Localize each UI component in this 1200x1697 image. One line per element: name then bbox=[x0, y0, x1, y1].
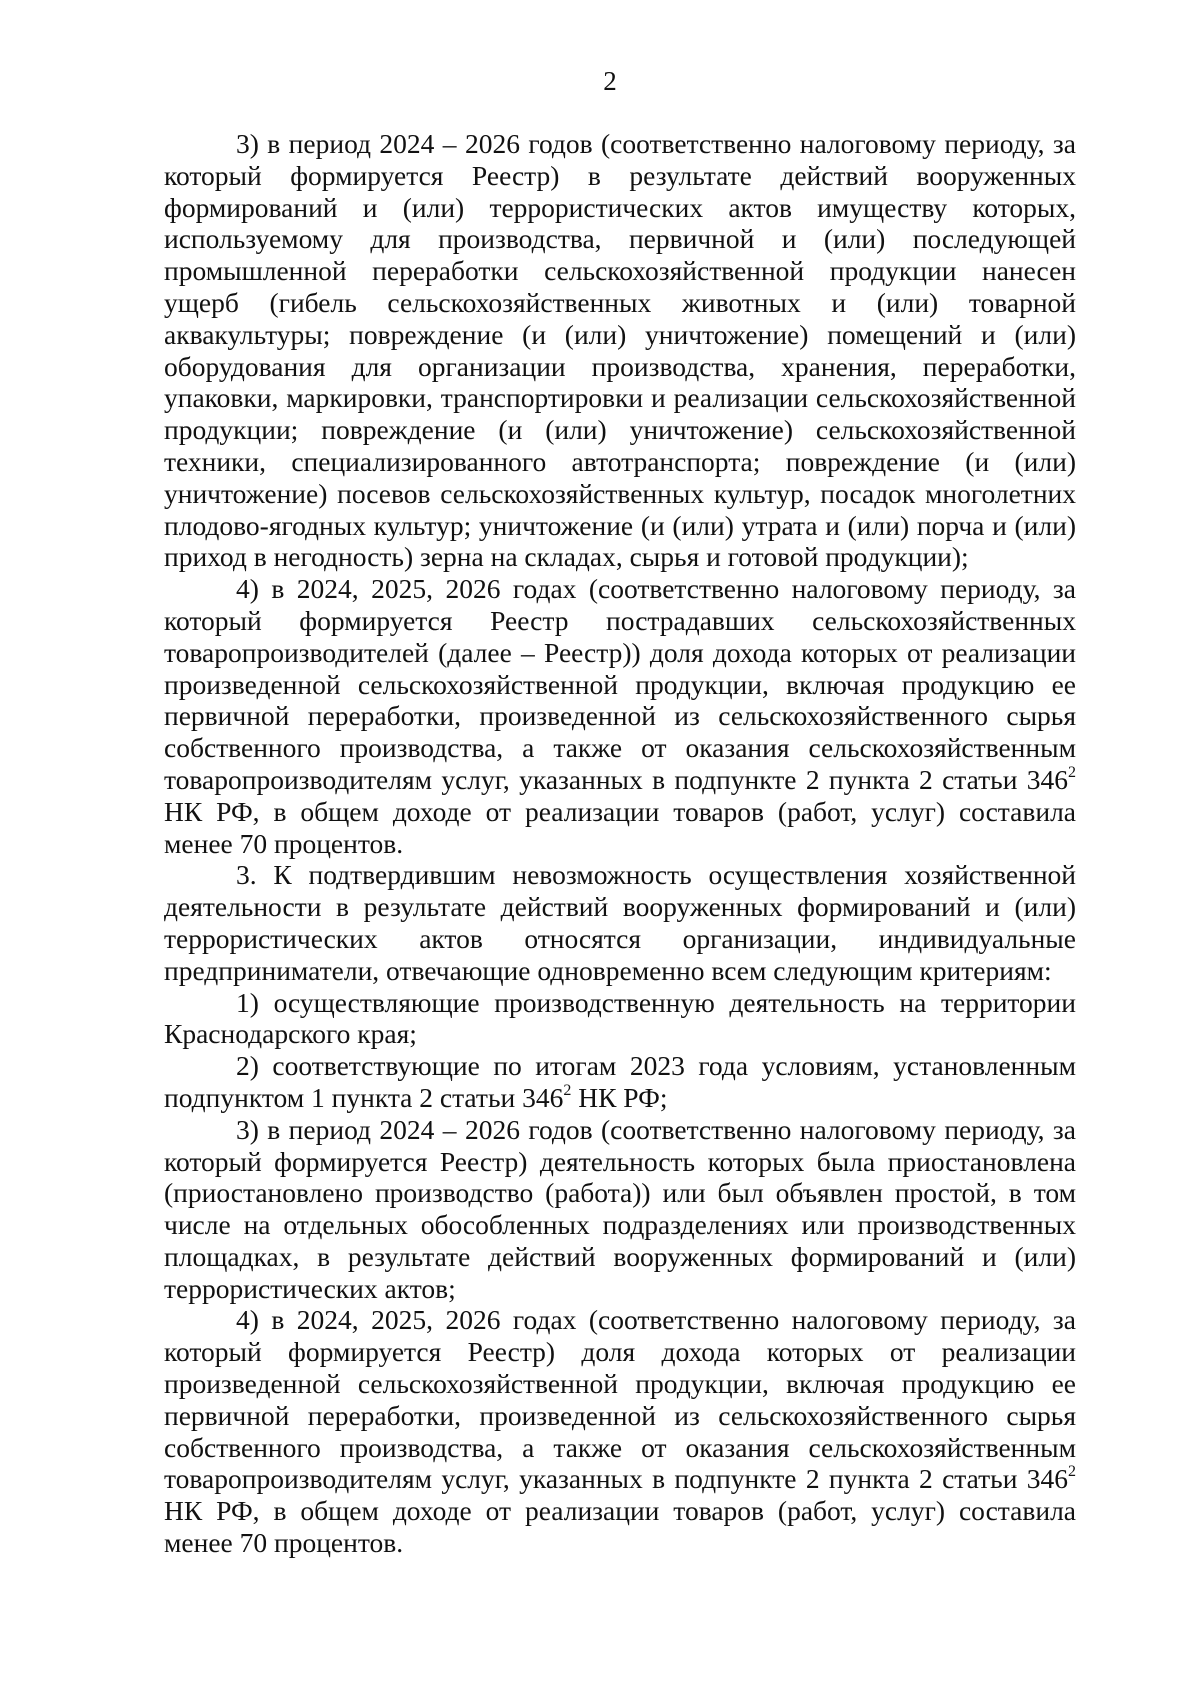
superscript: 2 bbox=[1068, 1463, 1076, 1481]
page-number: 2 bbox=[603, 66, 617, 96]
paragraph-item-4-income-share-b bbox=[164, 1304, 1076, 1558]
paragraph-item-2-conditions bbox=[164, 1050, 1076, 1114]
paragraph-text: 2) соответствующие по итогам 2023 года условиям, установленным подпунктом 1 пункта 2 статьи 346 bbox=[164, 1050, 1076, 1113]
paragraph-text: 4) в 2024, 2025, 2026 годах (соответственно налоговому периоду, за который формируется Реестр) доля дохода которых от реализации произведенной сельскохозяйственной продукции, включая продукцию ее первичной переработки, произведенной из сельскохозяйственного сырья собственного производства, а также от оказания сельскохозяйственным товаропроизводителям услуг, указанных в подпункте 2 пункта 2 статьи 346 bbox=[164, 1304, 1076, 1495]
paragraph-text: НК РФ; bbox=[571, 1081, 668, 1113]
paragraph-item-4-income-share bbox=[164, 573, 1076, 859]
paragraph-item-3-damage: 3) в период 2024 – 2026 годов (соответственно налоговому периоду, за который формируется Реестр) в результате действий вооруженных формирований и (или) террористических актов имуществу которых, используемому для производства, первичной и (или) последующей промышленной переработки сельскохозяйственной продукции нанесен ущерб (гибель сельскохозяйственных животных и (или) товарной аквакультуры; повреждение (и (или) уничтожение) помещений и (или) оборудования для организации производства, хранения, переработки, упаковки, маркировки, транспортировки и реализации сельскохозяйственной продукции; повреждение (и (или) уничтожение) сельскохозяйственной техники, специализированного автотранспорта; повреждение (и (или) уничтожение) посевов сельскохозяйственных культур, посадок многолетних плодово-ягодных культур; уничтожение (и (или) утрата и (или) порча и (или) приход в негодность) зерна на складах, сырья и готовой продукции); bbox=[164, 128, 1076, 573]
superscript: 2 bbox=[1068, 763, 1076, 781]
paragraph-text: НК РФ, в общем доходе от реализации товаров (работ, услуг) составила менее 70 процентов. bbox=[164, 1495, 1076, 1559]
paragraph-text: 4) в 2024, 2025, 2026 годах (соответственно налоговому периоду, за который формируется Реестр пострадавших сельскохозяйственных товаропроизводителей (далее – Реестр)) доля дохода которых от реализации произведенной сельскохозяйственной продукции, включая продукцию ее первичной переработки, произведенной из сельскохозяйственного сырья собственного производства, а также от оказания сельскохозяйственным товаропроизводителям услуг, указанных в подпункте 2 пункта 2 статьи 346 bbox=[164, 573, 1076, 795]
paragraph-section-3-criteria: 3. К подтвердившим невозможность осуществления хозяйственной деятельности в результате действий вооруженных формирований и (или) террористических актов относятся организации, индивидуальные предприниматели, отвечающие одновременно всем следующим критериям: bbox=[164, 859, 1076, 986]
document-body bbox=[164, 128, 1076, 1559]
paragraph-item-3-suspension: 3) в период 2024 – 2026 годов (соответственно налоговому периоду, за который формируется Реестр) деятельность которых была приостановлена (приостановлено производство (работа)) или был объявлен простой, в том числе на отдельных обособленных подразделениях или производственных площадках, в результате действий вооруженных формирований и (или) террористических актов; bbox=[164, 1113, 1076, 1304]
paragraph-item-1-territory: 1) осуществляющие производственную деятельность на территории Краснодарского края; bbox=[164, 986, 1076, 1050]
superscript: 2 bbox=[563, 1081, 572, 1099]
paragraph-text: НК РФ, в общем доходе от реализации товаров (работ, услуг) составила менее 70 процентов. bbox=[164, 795, 1076, 859]
